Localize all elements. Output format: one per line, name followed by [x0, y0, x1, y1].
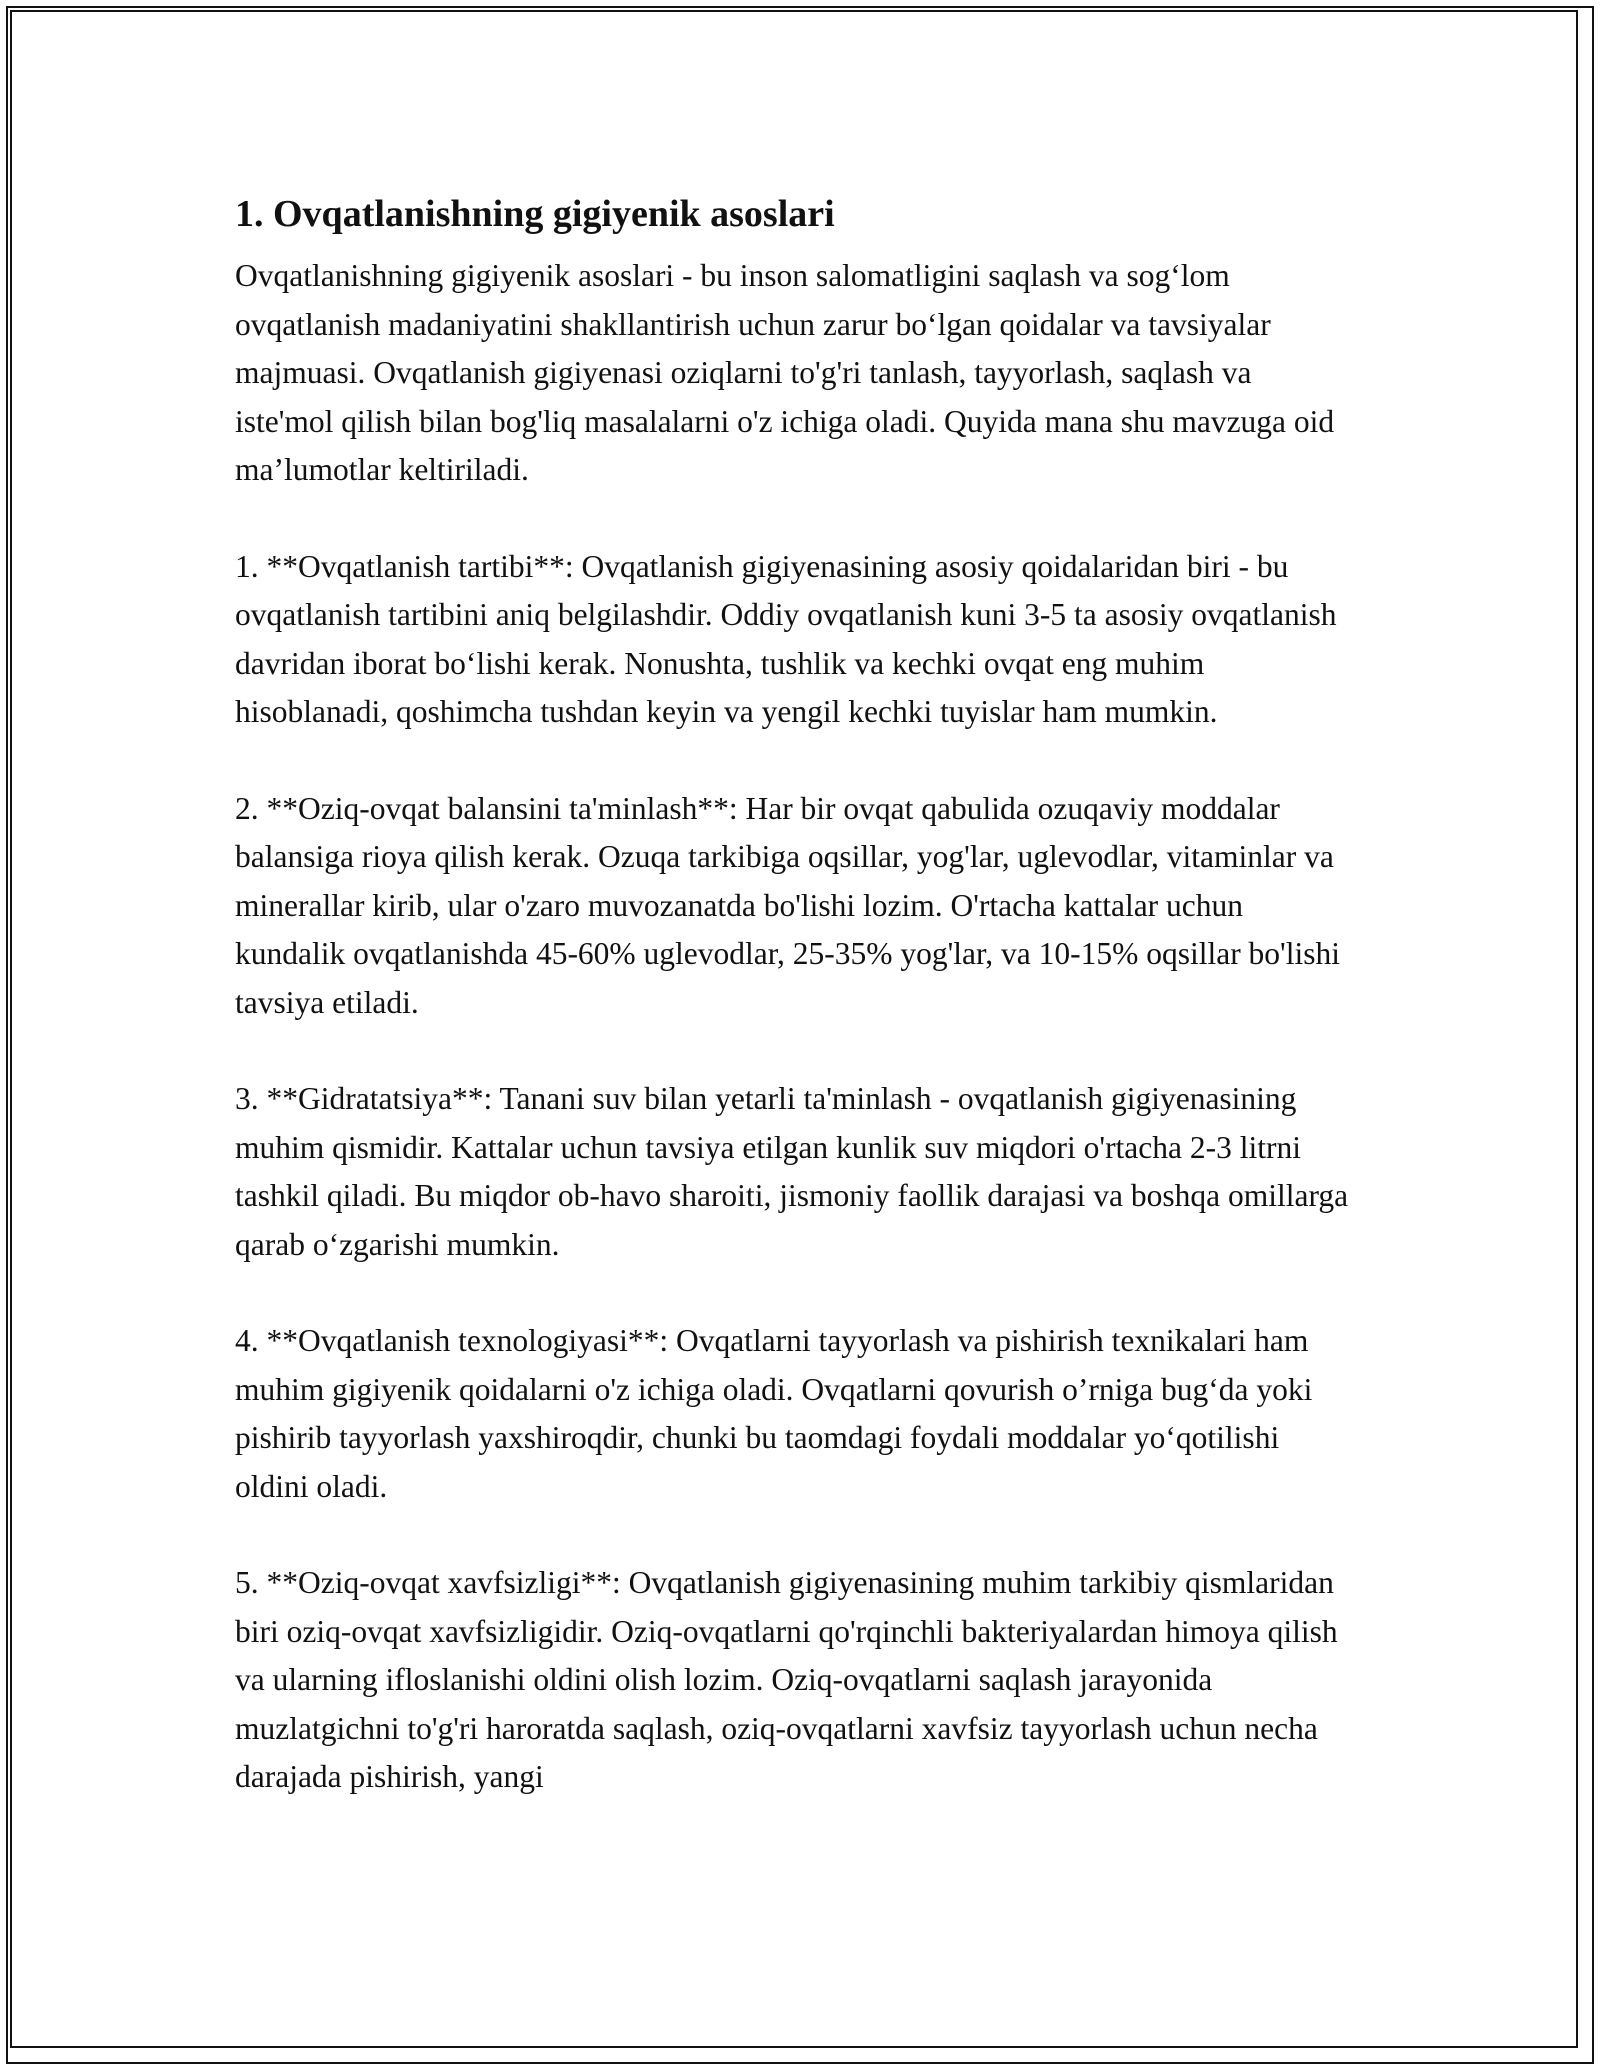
- item-paragraph-4: 4. **Ovqatlanish texnologiyasi**: Ovqatlarni tayyorlash va pishirish texnikalari ham muhim gigiyenik qoidalarni o'z ichiga oladi. Ovqatlarni qovurish o’rniga bug‘da yoki pishirib tayyorlash yaxshiroqdir, chunki bu taomdagi foydali moddalar yo‘qotilishi oldini oladi.: [235, 1323, 1313, 1504]
- intro-paragraph: Ovqatlanishning gigiyenik asoslari - bu inson salomatligini saqlash va sog‘lom ovqatlanish madaniyatini shakllantirish uchun zarur bo‘lgan qoidalar va tavsiyalar majmuasi. Ovqatlanish gigiyenasi oziqlarni to'g'ri tanlash, tayyorlash, saqlash va iste'mol qilish bilan bog'liq masalalarni o'z ichiga oladi. Quyida mana shu mavzuga oid ma’lumotlar keltiriladi.: [235, 258, 1335, 487]
- item-paragraph-5: 5. **Oziq-ovqat xavfsizligi**: Ovqatlanish gigiyenasining muhim tarkibiy qismlaridan biri oziq-ovqat xavfsizligidir. Oziq-ovqatlarni qo'rqinchli bakteriyalardan himoya qilish va ularning ifloslanishi oldini olish lozim. Oziq-ovqatlarni saqlash jarayonida muzlatgichni to'g'ri haroratda saqlash, oziq-ovqatlarni xavfsiz tayyorlash uchun necha darajada pishirish, yangi: [235, 1565, 1338, 1794]
- section-heading: 1. Ovqatlanishning gigiyenik asoslari: [235, 193, 835, 235]
- item-paragraph-2: 2. **Oziq-ovqat balansini ta'minlash**: Har bir ovqat qabulida ozuqaviy moddalar balansiga rioya qilish kerak. Ozuqa tarkibiga oqsillar, yog'lar, uglevodlar, vitaminlar va minerallar kirib, ular o'zaro muvozanatda bo'lishi lozim. O'rtacha kattalar uchun kundalik ovqatlanishda 45-60% uglevodlar, 25-35% yog'lar, va 10-15% oqsillar bo'lishi tavsiya etiladi.: [235, 790, 1340, 1020]
- item-paragraph-3: 3. **Gidratatsiya**: Tanani suv bilan yetarli ta'minlash - ovqatlanish gigiyenasining muhim qismidir. Kattalar uchun tavsiya etilgan kunlik suv miqdori o'rtacha 2-3 litrni tashkil qiladi. Bu miqdor ob-havo sharoiti, jismoniy faollik darajasi va boshqa omillarga qarab o‘zgarishi mumkin.: [235, 1081, 1349, 1262]
- item-paragraph-1: 1. **Ovqatlanish tartibi**: Ovqatlanish gigiyenasining asosiy qoidalaridan biri - bu ovqatlanish tartibini aniq belgilashdir. Oddiy ovqatlanish kuni 3-5 ta asosiy ovqatlanish davridan iborat bo‘lishi kerak. Nonushta, tushlik va kechki ovqat eng muhim hisoblanadi, qoshimcha tushdan keyin va yengil kechki tuyislar ham mumkin.: [235, 548, 1337, 729]
- document-body: [235, 188, 1355, 1850]
